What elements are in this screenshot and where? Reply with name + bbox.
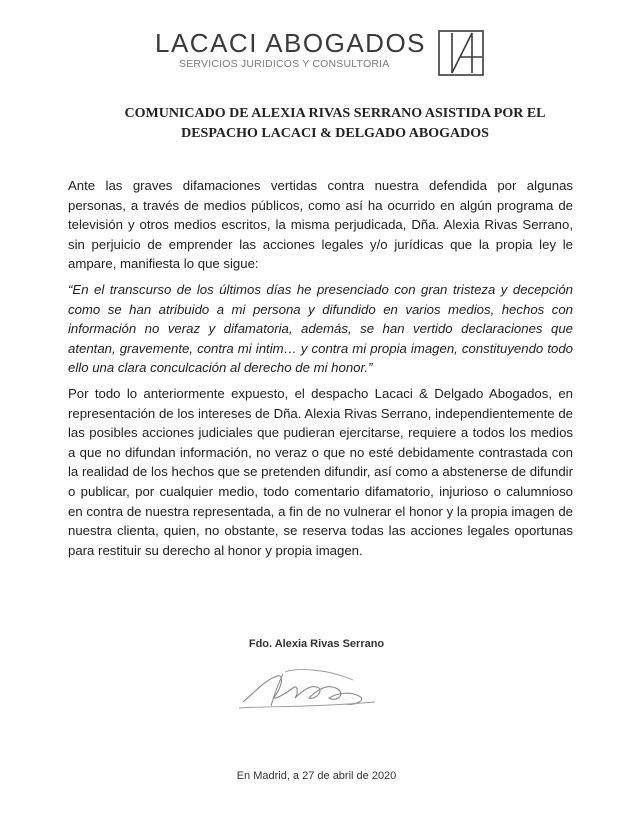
place-and-date: En Madrid, a 27 de abril de 2020 (236, 770, 397, 782)
statement-quote: “En el transcurso de los últimos días he presenciado con gran tristeza y decepción como se han atribuido a mi persona y difundido en varios medios, hechos con información no veraz y difamatoria, además, se han vertido declaraciones que atentan, gravemente, contra mi intim… y contra mi propia imagen, constituyendo todo ello una clara conculcación al derecho de mi honor.” (68, 282, 573, 376)
firm-name: LACACI ABOGADOS (155, 28, 427, 58)
signed-by: Fdo. Alexia Rivas Serrano (248, 638, 385, 650)
paragraph-intro: Ante las graves difamaciones vertidas contra nuestra defendida por algunas personas, a través de medios públicos, como así ha ocurrido en algún programa de televisión y otros medios escritos, la misma perjudicada, Dña. Alexia Rivas Serrano, sin perjuicio de emprender las acciones legales y/o jurídicas que la propia ley le ampare, manifiesta lo que sigue: (68, 178, 573, 272)
firm-logo-icon (438, 30, 484, 76)
firm-tagline: SERVICIOS JURIDICOS Y CONSULTORIA (179, 58, 390, 70)
letterhead (155, 30, 485, 70)
document-title: COMUNICADO DE ALEXIA RIVAS SERRANO ASISTIDA POR EL DESPACHO LACACI & DELGADO ABOGADOS (124, 106, 546, 141)
handwritten-signature (235, 662, 385, 714)
paragraph-request: Por todo lo anteriormente expuesto, el despacho Lacaci & Delgado Abogados, en representación de los intereses de Dña. Alexia Rivas Serrano, independientemente de las posibles acciones judiciales que pudieran ejercitarse, requiere a todos los medios a que no difundan información, no veraz o que no esté debidamente contrastada con la realidad de los hechos que se pretenden difundir, así como a abstenerse de difundir o publicar, por cualquier medio, todo comentario difamatorio, injurioso o calumnioso en contra de nuestra representada, a fin de no vulnerar el honor y la propia imagen de nuestra clienta, quien, no obstante, se reserva todas las acciones legales oportunas para restituir su derecho al honor y propia imagen. (68, 386, 573, 558)
